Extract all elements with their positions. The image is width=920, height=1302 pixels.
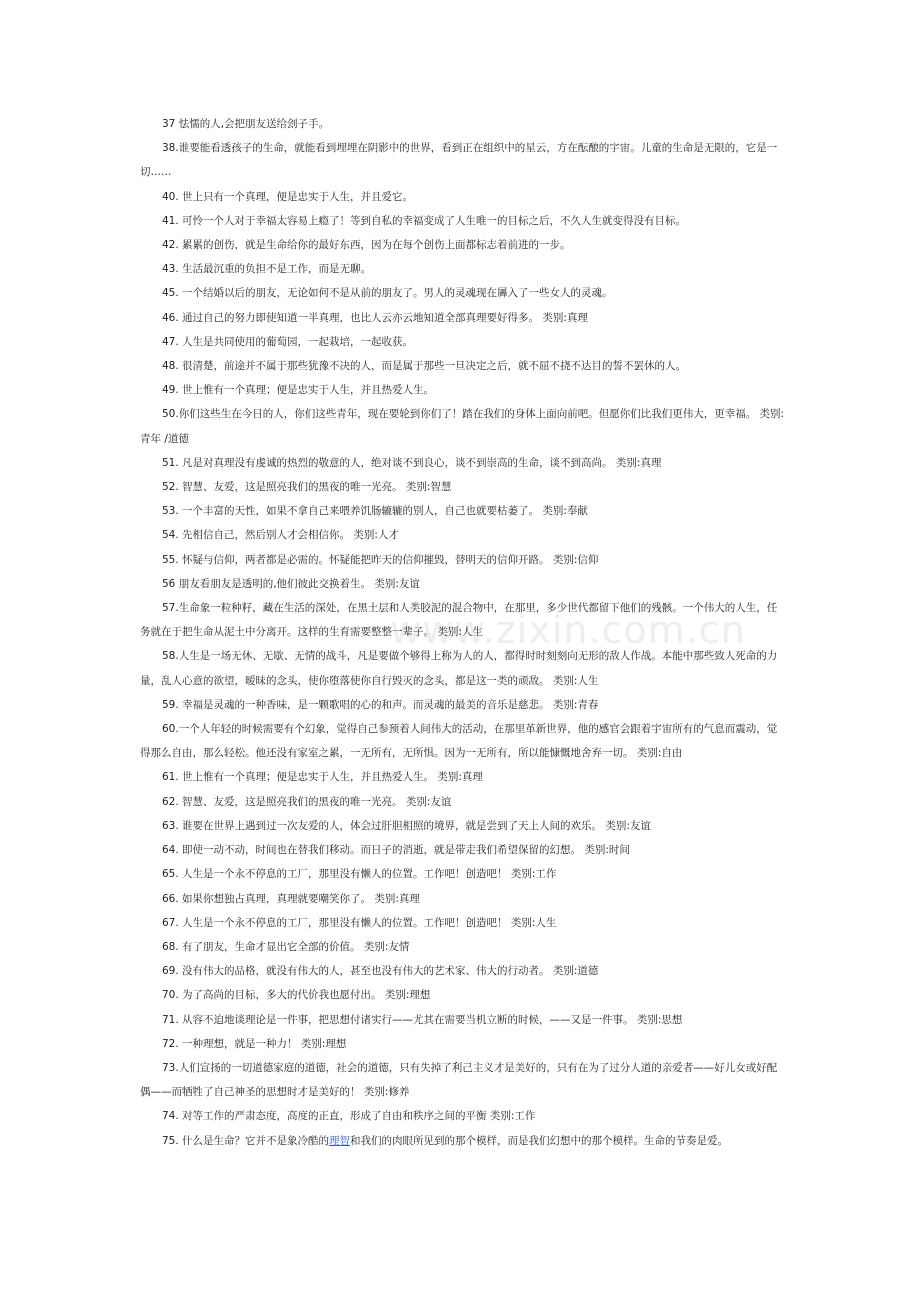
list-item: 52. 智慧、友爱，这是照亮我们的黑夜的唯一光亮。 类别:智慧 — [162, 481, 452, 494]
list-item: 71. 从容不迫地谈理论是一件事，把思想付诸实行——尤其在需要当机立断的时候，——又是一件事。 类别:思想 — [162, 1013, 683, 1026]
list-item: 38.谁要能看透孩子的生命，就能看到埋埋在阴影中的世界，看到正在组织中的星云，方在酝酿的宇宙。儿童的生命是无限的，它是一切…… — [140, 142, 778, 179]
document-body — [140, 112, 785, 1153]
item-text-after: 和我们的肉眼所见到的那个模样，而是我们幻想中的那个模样。生命的节奏是爱。 — [350, 1134, 729, 1147]
link-lizhi[interactable]: 理智 — [329, 1134, 351, 1147]
list-item: 59. 幸福是灵魂的一种香味，是一颗歌唱的心的和声。而灵魂的最美的音乐是慈悲。 类别:青春 — [162, 698, 599, 711]
list-item: 60.一个人年轻的时候需要有个幻象，觉得自己参预着人间伟大的活动，在那里革新世界，他的感官会跟着宇宙所有的气息而震动，觉得那么自由，那么轻松。他还没有家室之累，一无所有，无所惧。因为一无所有，所以能慷慨地舍弃一切。 类别:自由 — [140, 723, 778, 760]
list-item: 40. 世上只有一个真理，便是忠实于人生，并且爱它。 — [162, 190, 414, 203]
list-item-with-link — [140, 1129, 785, 1153]
list-item: 63. 谁要在世界上遇到过一次友爱的人，体会过肝胆相照的境界，就是尝到了天上人间的欢乐。 类别:友谊 — [162, 819, 651, 832]
list-item: 54. 先相信自己，然后别人才会相信你。 类别:人才 — [162, 529, 399, 542]
list-item: 47. 人生是共同使用的葡萄园，一起栽培，一起收获。 — [162, 335, 414, 348]
list-item: 37 怯懦的人,会把朋友送给刽子手。 — [162, 118, 330, 130]
list-item: 42. 累累的创伤，就是生命给你的最好东西，因为在每个创伤上面都标志着前进的一步。 — [162, 239, 571, 252]
list-item: 62. 智慧、友爱，这是照亮我们的黑夜的唯一光亮。 类别:友谊 — [162, 795, 452, 808]
list-item: 57.生命象一粒种籽，藏在生活的深处，在黑土层和人类胶泥的混合物中，在那里，多少世代都留下他们的残骸。一个伟大的人生，任务就在于把生命从泥土中分离开。这样的生育需要整整一辈子。 类别:人生 — [140, 602, 778, 639]
list-item: 53. 一个丰富的天性，如果不拿自己来喂养饥肠辘辘的别人，自己也就要枯萎了。 类别:奉献 — [162, 505, 588, 518]
list-item: 68. 有了朋友，生命才显出它全部的价值。 类别:友情 — [162, 940, 410, 953]
list-item: 74. 对等工作的严肃态度，高度的正直，形成了自由和秩序之间的平衡 类别:工作 — [162, 1110, 536, 1123]
list-item: 49. 世上惟有一个真理；便是忠实于人生，并且热爱人生。 — [162, 384, 435, 397]
list-item: 58.人生是一场无休、无歇、无情的战斗，凡是要做个够得上称为人的人，都得时时刻刻向无形的敌人作战。本能中那些致人死命的力量，乱人心意的欲望，暧昧的念头，使你堕落使你自行毁灭的念头，都是这一类的顽敌。 类别:人生 — [140, 650, 778, 687]
list-item: 73.人们宣扬的一切道德家庭的道德，社会的道德，只有失掉了利己主义才是美好的，只有在为了过分人道的亲爱者——好儿女或好配偶——而牺牲了自己神圣的思想时才是美好的！ 类别:修养 — [140, 1061, 778, 1099]
list-item: 43. 生活最沉重的负担不是工作，而是无聊。 — [162, 263, 372, 276]
list-item: 70. 为了高尚的目标，多大的代价我也愿付出。 类别:理想 — [162, 989, 431, 1002]
list-item: 55. 怀疑与信仰，两者都是必需的。怀疑能把昨天的信仰摧毁，替明天的信仰开路。 类别:信仰 — [162, 553, 599, 566]
list-item: 45. 一个结婚以后的朋友，无论如何不是从前的朋友了。男人的灵魂现在羼入了一些女人的灵魂。 — [162, 287, 613, 300]
list-item: 50.你们这些生在今日的人，你们这些青年，现在要轮到你们了！踏在我们的身体上面向前吧。但愿你们比我们更伟大，更幸福。 类别:青年 /道德 — [140, 408, 785, 445]
watermark: www.zixin.com.cn — [390, 608, 746, 652]
list-item: 65. 人生是一个永不停息的工厂，那里没有懒人的位置。工作吧！创造吧！ 类别:工作 — [162, 868, 557, 881]
list-item: 66. 如果你想独占真理，真理就要嘲笑你了。 类别:真理 — [162, 892, 420, 905]
list-item: 46. 通过自己的努力即使知道一半真理，也比人云亦云地知道全部真理要好得多。 类别:真理 — [162, 311, 588, 324]
list-item: 56 朋友看朋友是透明的,他们彼此交换着生。 类别:友谊 — [162, 577, 420, 590]
list-item: 69. 没有伟大的品格，就没有伟大的人，甚至也没有伟大的艺术家、伟大的行动者。 类别:道德 — [162, 965, 599, 978]
list-item: 48. 很清楚，前途并不属于那些犹豫不决的人，而是属于那些一旦决定之后，就不屈不挠不达目的誓不罢休的人。 — [162, 360, 687, 373]
list-item: 67. 人生是一个永不停息的工厂，那里没有懒人的位置。工作吧！创造吧！ 类别:人生 — [162, 916, 557, 929]
item-text-before: 75. 什么是生命？它并不是象冷酷的 — [162, 1134, 330, 1147]
list-item: 51. 凡是对真理没有虔诚的热烈的敬意的人，绝对谈不到良心，谈不到崇高的生命，谈不到高尚。 类别:真理 — [162, 456, 662, 469]
list-item: 64. 即使一动不动，时间也在替我们移动。而日子的消逝，就是带走我们希望保留的幻想。 类别:时间 — [162, 844, 630, 857]
list-item: 41. 可怜一个人对于幸福太容易上瘾了！等到自私的幸福变成了人生唯一的目标之后，不久人生就变得没有目标。 — [162, 214, 687, 227]
list-item: 61. 世上惟有一个真理；便是忠实于人生，并且热爱人生。 类别:真理 — [162, 771, 483, 784]
list-item: 72. 一种理想，就是一种力！ 类别:理想 — [162, 1037, 347, 1050]
